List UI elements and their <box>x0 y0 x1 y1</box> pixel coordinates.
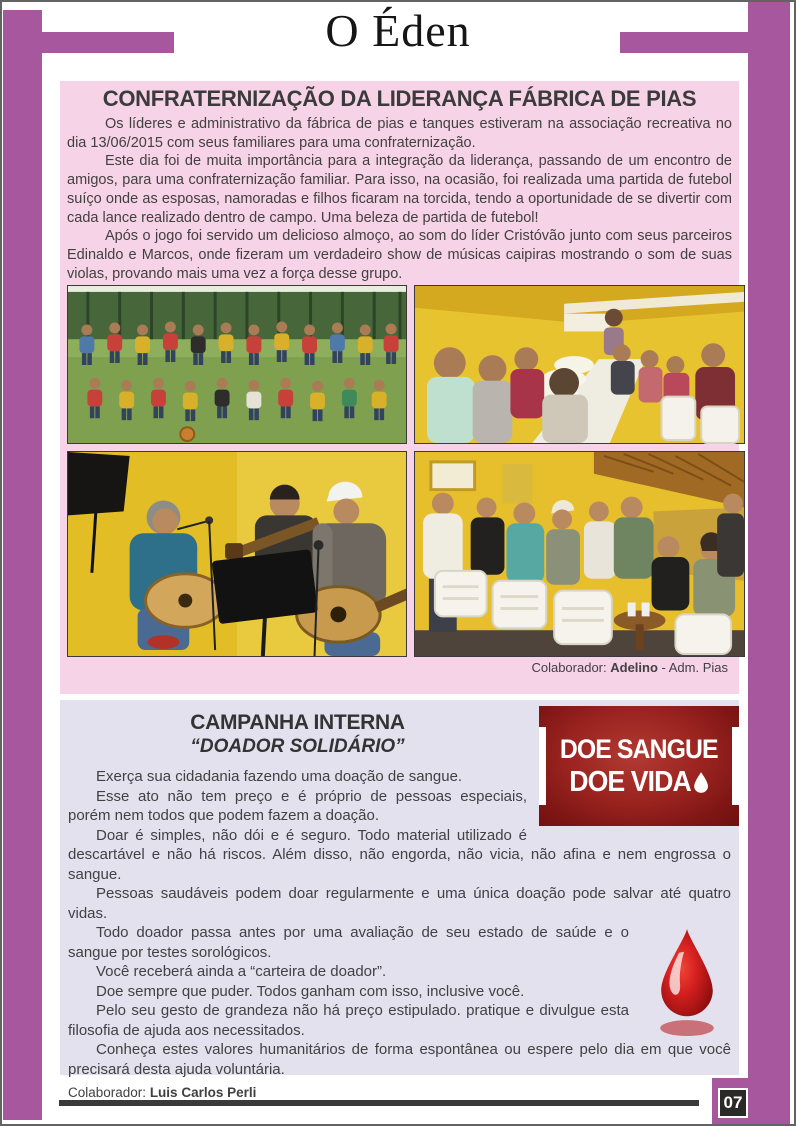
bracket-right-icon <box>732 727 739 805</box>
footer-rule <box>59 1100 699 1106</box>
section2-paragraph: Pelo seu gesto de grandeza não há preço estipulado. pratique e divulgue esta filosofia de ajuda aos necessitados. <box>68 1002 629 1039</box>
soccer-team-illustration <box>68 286 406 443</box>
section2-paragraph: Todo doador passa antes por uma avaliação de seu estado de saúde e o sangue por testes sorológicos. <box>68 924 629 961</box>
caption-suffix: - Adm. Pias <box>657 660 728 676</box>
section1-paragraph: Os líderes e administrativo da fábrica de pias e tanques estiveram na associação recreativa no dia 13/06/2015 com seus familiares para uma confraternização. <box>67 116 732 151</box>
musicians-photo <box>67 451 407 657</box>
blood-drop-image <box>637 925 737 1039</box>
photo-grid <box>67 285 732 657</box>
lunch-table-photo <box>414 285 745 444</box>
banner-text <box>560 733 718 799</box>
colaborador-prefix: Colaborador: <box>68 1085 150 1100</box>
section2-subtitle: “DOADOR SOLIDÁRIO” <box>190 736 405 757</box>
section2-paragraph: Você receberá ainda a “carteira de doador”. <box>96 963 387 980</box>
section-doador-solidario <box>60 700 739 1100</box>
section1-body <box>67 115 732 283</box>
soccer-team-photo <box>67 285 407 444</box>
doe-sangue-doe-vida-banner <box>539 706 739 826</box>
masthead-title: O Éden <box>325 5 471 56</box>
section1-paragraph: Este dia foi de muita importância para a integração da liderança, passando de um encontro de amigos, para uma confraternização familiar. Para isso, na ocasião, foi realizada uma partida de futebol suíço onde as esposas, namoradas e filhos ficaram na torcida, tendo a oportunidade de se divertir com cada lance realizado dentro de campo. Uma beleza de partida de futebol! <box>67 153 732 226</box>
section2-paragraph: Conheça estes valores humanitários de forma espontânea ou espere pelo dia em que você precisará desta ajuda voluntária. <box>68 1041 731 1078</box>
section2-title: CAMPANHA INTERNA <box>190 711 405 734</box>
section2-paragraph: Esse ato não tem preço e é próprio de pessoas especiais, porém nem todos que podem fazem a doação. <box>68 787 527 824</box>
lunch-table-illustration <box>415 286 744 443</box>
blood-drop-icon <box>695 772 709 793</box>
banner-line2: DOE VIDA <box>569 766 692 798</box>
group-chairs-photo <box>414 451 745 657</box>
page-number: 07 <box>718 1088 748 1118</box>
section2-paragraph: Doe sempre que puder. Todos ganham com isso, inclusive você. <box>96 982 525 1000</box>
caption-name: Adelino <box>610 660 658 676</box>
banner-line1: DOE SANGUE <box>560 734 718 764</box>
blood-drop-illustration <box>637 925 737 1039</box>
bracket-left-icon <box>539 727 546 805</box>
musicians-illustration <box>68 452 406 656</box>
frame-band-right <box>748 2 790 1124</box>
section1-title: CONFRATERNIZAÇÃO DA LIDERANÇA FÁBRICA DE PIAS <box>102 86 697 111</box>
section2-paragraph: Doar é simples, não dói e é seguro. Todo material utilizado é descartável e não há riscos. Além disso, não engorda, não vicia, não afina e nem engrossa o sangue. <box>68 826 731 883</box>
caption-prefix: Colaborador: <box>531 660 611 676</box>
section2-paragraph: Exerça sua cidadania fazendo uma doação de sangue. <box>96 768 463 785</box>
section2-paragraph: Pessoas saudáveis podem doar regularmente e uma única doação pode salvar até quatro vidas. <box>68 885 731 922</box>
photo-caption <box>67 658 732 677</box>
section1-paragraph: Após o jogo foi servido um delicioso almoço, ao som do líder Cristóvão junto com seus parceiros Edinaldo e Marcos, onde fizeram um verdadeiro show de músicas caipiras mostrando o som de suas violas, provando mais uma vez a força desse grupo. <box>67 228 732 282</box>
colaborador-name: Luis Carlos Perli <box>149 1085 257 1100</box>
group-chairs-illustration <box>415 452 744 656</box>
section-confraternizacao <box>60 81 739 694</box>
frame-band-left <box>3 10 42 1120</box>
